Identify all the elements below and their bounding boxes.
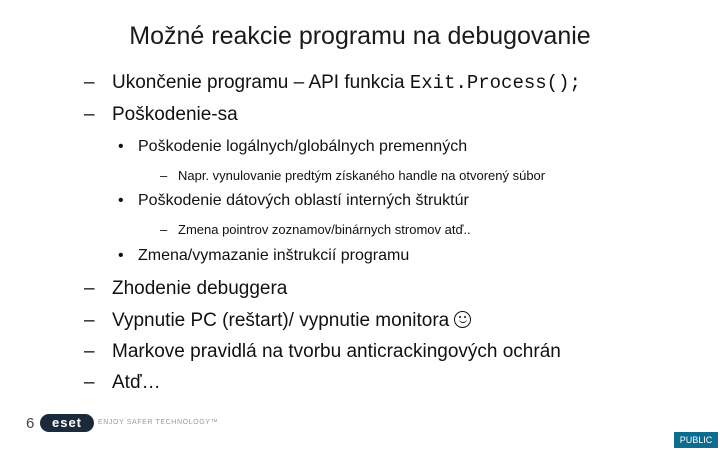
bullet-dash: – <box>84 72 95 93</box>
list-item <box>84 104 238 126</box>
item-text: Napr. vynulovanie predtým získaného handle na otvorený súbor <box>178 168 546 183</box>
page-number: 6 <box>26 415 35 432</box>
item-text: Ukončenie programu – API funkcia <box>112 72 410 93</box>
item-text: Poškodenie logálnych/globálnych premenných <box>138 138 468 155</box>
list-item <box>84 372 161 394</box>
list-item <box>84 341 561 363</box>
item-text: Markove pravidlá na tvorbu anticrackingových ochrán <box>112 341 561 362</box>
list-item <box>118 192 469 210</box>
slide-title: Možné reakcie programu na debugovanie <box>129 22 591 50</box>
public-badge: PUBLIC <box>674 432 718 448</box>
list-item <box>84 72 581 94</box>
bullet-dash: – <box>84 372 95 393</box>
list-item <box>160 222 471 237</box>
item-text: Zmena/vymazanie inštrukcií programu <box>138 247 410 264</box>
bullet-dash: – <box>84 104 95 125</box>
list-item <box>118 247 409 265</box>
bullet-dash: – <box>160 168 168 183</box>
bullet-dot: • <box>118 192 124 209</box>
list-item <box>84 310 471 332</box>
list-item <box>84 278 287 300</box>
item-text: Zhodenie debuggera <box>112 278 288 299</box>
eset-logo: eset <box>40 414 94 432</box>
list-item <box>160 168 545 183</box>
bullet-dot: • <box>118 138 124 155</box>
smiley-face-icon <box>454 311 471 328</box>
bullet-dash: – <box>84 310 95 331</box>
logo-tagline: ENJOY SAFER TECHNOLOGY™ <box>98 419 219 426</box>
item-text: Poškodenie dátových oblastí interných štruktúr <box>138 192 469 209</box>
item-text: Zmena pointrov zoznamov/binárnych stromov atď.. <box>178 222 471 237</box>
bullet-dash: – <box>84 278 95 299</box>
item-text: Atď… <box>112 372 161 393</box>
bullet-dash: – <box>84 341 95 362</box>
list-item <box>118 138 467 156</box>
code-snippet: Exit.Process(); <box>409 72 581 94</box>
bullet-dot: • <box>118 247 124 264</box>
item-text: Poškodenie-sa <box>112 104 238 125</box>
item-text: Vypnutie PC (reštart)/ vypnutie monitora <box>112 310 450 331</box>
bullet-dash: – <box>160 222 168 237</box>
